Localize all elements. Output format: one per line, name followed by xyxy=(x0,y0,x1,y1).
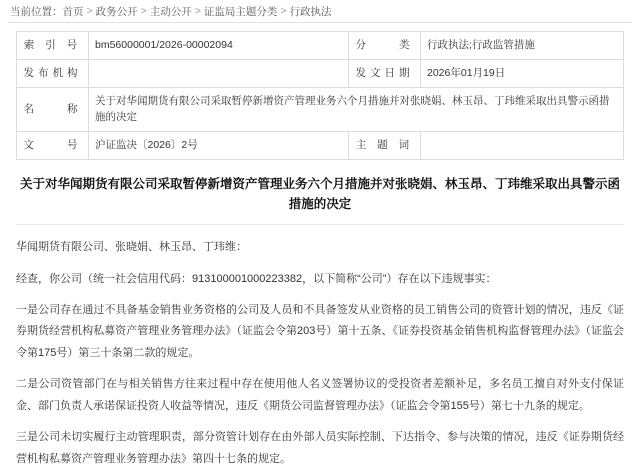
document-paragraph-addressee: 华闻期货有限公司、张晓娟、林玉昂、丁玮维： xyxy=(16,241,247,254)
breadcrumb-item-proactive-disclosure[interactable]: 主动公开 xyxy=(149,5,192,18)
meta-value-document-number: 沪证监决〔2026〕2号 xyxy=(89,131,349,159)
breadcrumb-separator: > xyxy=(86,5,93,17)
meta-key-document-number: 文 号 xyxy=(17,131,89,159)
document-metadata-table xyxy=(16,31,624,160)
page-title: 关于对华闻期货有限公司采取暂停新增资产管理业务六个月措施并对张晓娟、林玉昂、丁玮维采取出具警示函措施的决定 xyxy=(20,177,621,212)
meta-key-index-number: 索 引 号 xyxy=(17,32,89,60)
breadcrumb xyxy=(0,0,640,22)
meta-value-issue-date: 2026年01月19日 xyxy=(421,60,624,88)
table-row xyxy=(17,131,624,159)
table-row xyxy=(17,32,624,60)
meta-key-issuing-agency: 发布机构 xyxy=(17,60,89,88)
meta-value-name: 关于对华闻期货有限公司采取暂停新增资产管理业务六个月措施并对张晓娟、林玉昂、丁玮维采取出具警示函措施的决定 xyxy=(89,88,624,131)
breadcrumb-separator: > xyxy=(280,5,287,17)
document-paragraph-violation-1: 一是公司存在通过不具备基金销售业务资格的公司及人员和不具备签发从业资格的员工销售公司的资管计划的情况，违反《证券期货经营机构私募资产管理业务管理办法》（证监会令第203号）第十五条、《证券投资基金销售机构监督管理办法》（证监会令第175号）第三十条第二款的规定。 xyxy=(16,303,624,359)
meta-key-issue-date: 发文日期 xyxy=(349,60,421,88)
meta-value-index-number: bm56000001/2026-00002094 xyxy=(89,32,349,60)
breadcrumb-item-bureau-category[interactable]: 证监局主题分类 xyxy=(203,5,278,18)
document-paragraph-violation-2: 二是公司资管部门在与相关销售方往来过程中存在使用他人名义签署协议的受投资者差额补足，多名员工擅自对外支付保证金、部门负责人承诺保证投资人收益等情况，违反《期货公司监督管理办法》（证监会令第155号）第七十九条的规定。 xyxy=(16,378,624,412)
meta-value-issuing-agency xyxy=(89,60,349,88)
breadcrumb-separator: > xyxy=(194,5,201,17)
document-paragraph-violation-3: 三是公司未切实履行主动管理职责，部分资管计划存在由外部人员实际控制、下达指令、参与决策的情况，违反《证券期货经营机构私募资产管理业务管理办法》第四十七条的规定。 xyxy=(16,431,624,465)
meta-key-name: 名 称 xyxy=(17,88,89,131)
table-row xyxy=(17,60,624,88)
breadcrumb-item-government-disclosure[interactable]: 政务公开 xyxy=(95,5,138,18)
breadcrumb-item-home[interactable]: 首页 xyxy=(62,5,84,18)
breadcrumb-separator: > xyxy=(140,5,147,17)
breadcrumb-item-administrative-enforcement[interactable]: 行政执法 xyxy=(289,5,332,18)
meta-key-subject-terms: 主 题 词 xyxy=(349,131,421,159)
document-paragraph-intro: 经查，你公司（统一社会信用代码：913100001000223382，以下简称“公司”）存在以下违规事实： xyxy=(16,272,497,285)
document-body xyxy=(0,23,640,470)
title-divider xyxy=(16,224,624,225)
breadcrumb-label: 当前位置： xyxy=(10,5,63,18)
meta-key-category: 分 类 xyxy=(349,32,421,60)
table-row xyxy=(17,88,624,131)
meta-value-category: 行政执法;行政监管措施 xyxy=(421,32,624,60)
meta-value-subject-terms xyxy=(421,131,624,159)
